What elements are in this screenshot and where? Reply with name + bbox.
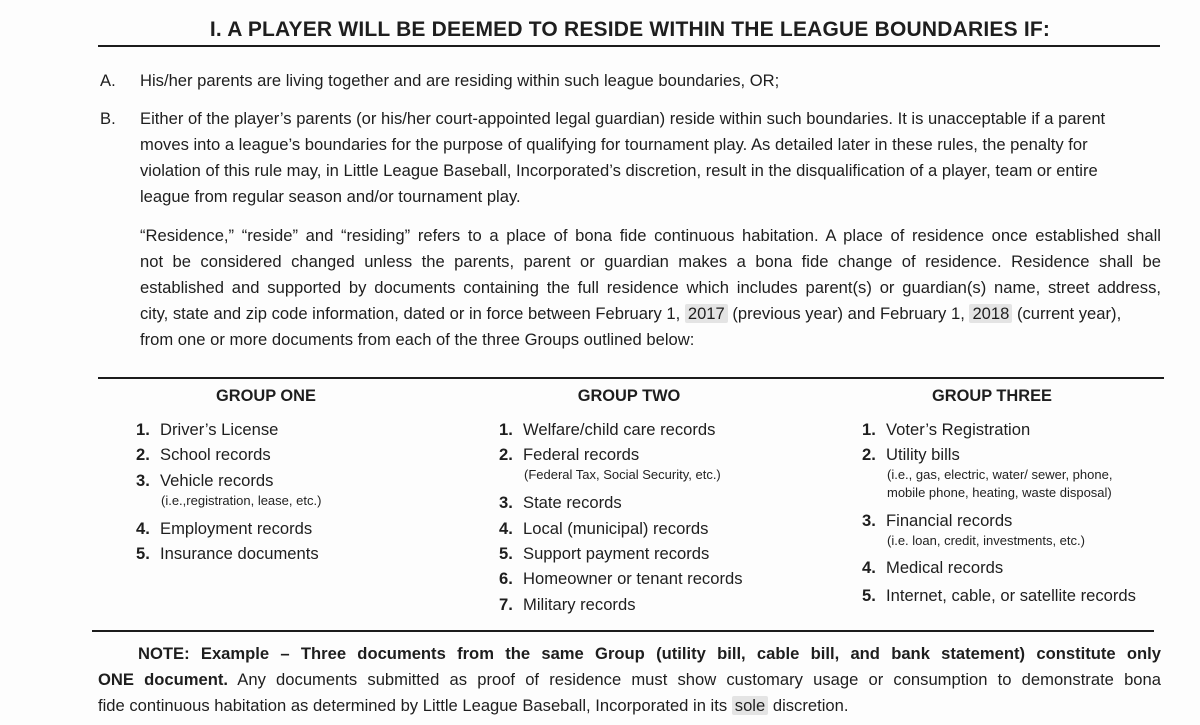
section-heading: I. A PLAYER WILL BE DEEMED TO RESIDE WITHIN THE LEAGUE BOUNDARIES IF: [209,18,1051,41]
residence-line: established and supported by documents containing the full residence which includes parent(s) or guardian(s) name, street address, [140,278,1161,297]
item-letter-b: B. [100,109,116,128]
sole-highlight: sole [732,696,768,715]
list-sub-note: (Federal Tax, Social Security, etc.) [524,467,721,482]
groups-rule [98,377,1164,379]
list-number: 6. [499,569,513,588]
list-label: Support payment records [523,544,710,563]
list-number: 3. [499,493,513,512]
list-item [499,519,708,539]
residence-line: not be considered changed unless the parents, parent or guardian makes a bona fide change of residence. Residence shall be [140,252,1161,271]
item-text-a: His/her parents are living together and are residing within such league boundaries, OR; [140,71,780,90]
list-number: 4. [136,519,150,538]
list-item [499,420,715,440]
list-number: 1. [499,420,513,439]
note-text: Any documents submitted as proof of residence must show customary usage or consumption to demonstrate bona [237,670,1161,689]
list-number: 4. [862,558,876,577]
list-item [862,511,1012,531]
list-sub-note: (i.e., gas, electric, water/ sewer, phone, [887,467,1113,482]
item-b-line: Either of the player’s parents (or his/her court-appointed legal guardian) reside within such boundaries. It is unacceptable if a parent [140,109,1106,128]
list-label: Employment records [160,519,313,538]
list-item [499,493,622,513]
list-item [499,544,709,564]
heading-rule [98,45,1160,47]
list-item [136,519,312,539]
list-item [136,544,319,564]
list-label: Insurance documents [160,544,319,563]
list-sub-note: (i.e.,registration, lease, etc.) [161,493,322,508]
group-two-title: GROUP TWO [577,387,681,405]
note-text: fide continuous habitation as determined by Little League Baseball, Incorporated in its [98,696,728,715]
list-item [499,595,636,615]
note-line [98,667,1161,693]
list-number: 1. [862,420,876,439]
note-rule [92,630,1154,632]
list-item [136,445,271,465]
group-three-title: GROUP THREE [932,387,1052,405]
list-item [136,471,273,491]
note-text: discretion. [772,696,849,715]
list-number: 4. [499,519,513,538]
list-sub-note: mobile phone, heating, waste disposal) [887,485,1112,500]
list-number: 5. [499,544,513,563]
list-number: 5. [862,586,876,605]
note-line [98,693,1161,719]
group-one-title: GROUP ONE [216,387,316,405]
list-item [862,586,1136,606]
item-text-b [140,106,1161,210]
list-label: Utility bills [886,445,960,464]
date-text: (previous year) and February 1, [732,304,965,323]
residence-definition [140,223,1161,353]
list-number: 2. [136,445,150,464]
note-paragraph [98,641,1161,719]
list-item [136,420,278,440]
list-number: 2. [499,445,513,464]
list-label: Driver’s License [160,420,279,439]
list-number: 2. [862,445,876,464]
residence-line: from one or more documents from each of the three Groups outlined below: [140,330,695,349]
residence-line: “Residence,” “reside” and “residing” refers to a place of bona fide continuous habitation. A place of residence once established shall [140,226,1161,245]
list-item [499,445,639,465]
list-number: 5. [136,544,150,563]
list-label: Federal records [523,445,640,464]
list-sub-note: (i.e. loan, credit, investments, etc.) [887,533,1085,548]
note-bold-start: ONE document. [98,670,229,689]
list-number: 3. [136,471,150,490]
list-label: Medical records [886,558,1004,577]
residence-line-dates [140,301,1161,327]
list-number: 3. [862,511,876,530]
list-item [862,445,960,465]
current-year-highlight: 2018 [969,304,1012,323]
list-item [862,558,1003,578]
item-b-line: moves into a league’s boundaries for the purpose of qualifying for tournament play. As detailed later in these rules, the penalty for [140,135,1088,154]
list-label: Voter’s Registration [886,420,1031,439]
list-label: Homeowner or tenant records [523,569,743,588]
list-label: Local (municipal) records [523,519,709,538]
item-b-line: violation of this rule may, in Little League Baseball, Incorporated’s discretion, result in the disqualification of a player, team or entire [140,161,1098,180]
list-label: Military records [523,595,636,614]
list-label: Vehicle records [160,471,274,490]
item-letter-a: A. [100,71,116,90]
list-label: Internet, cable, or satellite records [886,586,1136,605]
list-number: 7. [499,595,513,614]
list-label: Financial records [886,511,1013,530]
date-text: (current year), [1016,304,1122,323]
list-number: 1. [136,420,150,439]
previous-year-highlight: 2017 [685,304,728,323]
list-item [499,569,743,589]
note-line-bold: NOTE: Example – Three documents from the same Group (utility bill, cable bill, and bank statement) constitute only [138,644,1161,663]
item-b-line: league from regular season and/or tournament play. [140,187,521,206]
date-text: city, state and zip code information, dated or in force between February 1, [140,304,681,323]
list-label: Welfare/child care records [523,420,716,439]
list-label: State records [523,493,622,512]
list-label: School records [160,445,271,464]
list-item [862,420,1030,440]
